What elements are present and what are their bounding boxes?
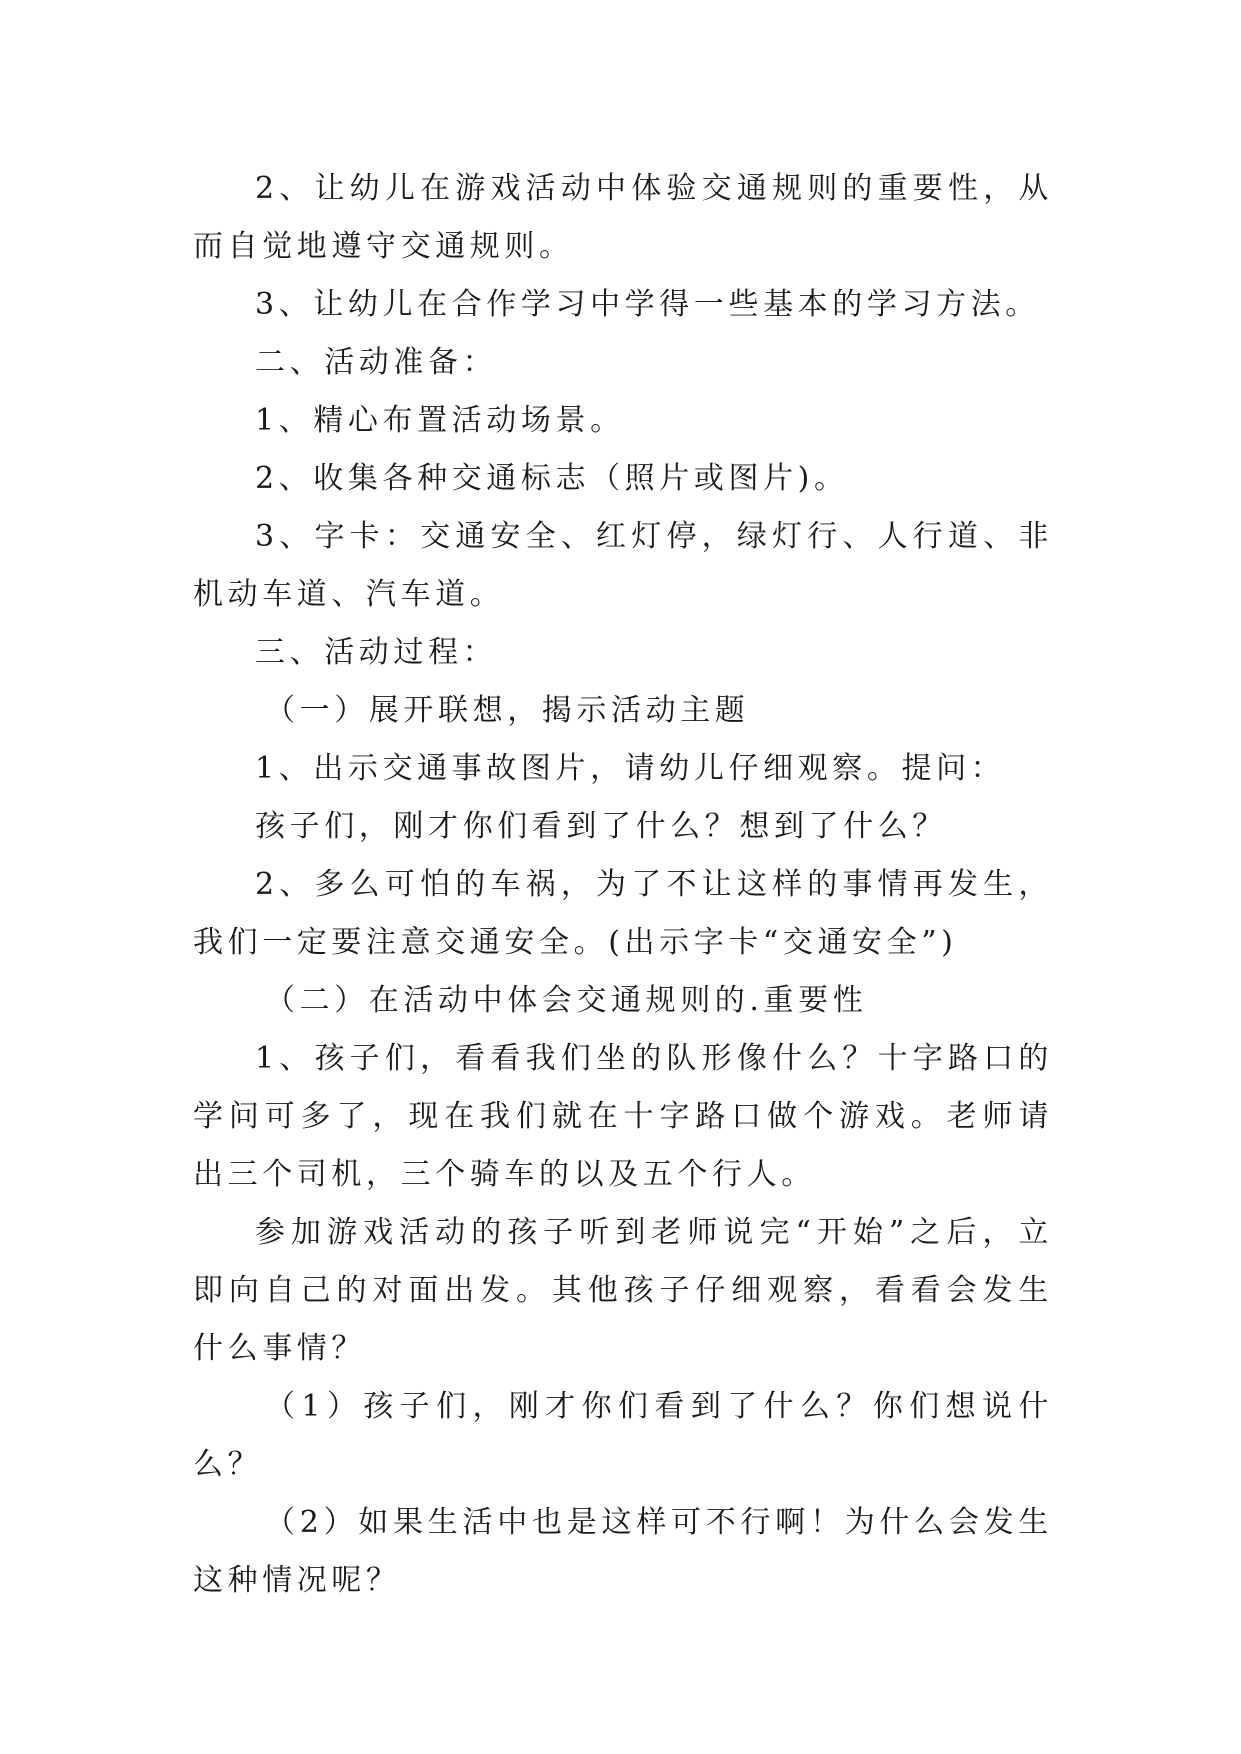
subheading-part-two: （二）在活动中体会交通规则的.重要性	[265, 983, 868, 1018]
paragraph-process-2: 2、多么可怕的车祸，为了不让这样的事情再发生，我们一定要注意交通安全。(出示字卡“交通安全”)	[193, 867, 1053, 960]
paragraph-question-1: （1）孩子们，刚才你们看到了什么？你们想说什么？	[193, 1389, 1053, 1482]
paragraph-prep-1: 1、精心布置活动场景。	[255, 403, 625, 438]
paragraph-goal-2: 2、让幼儿在游戏活动中体验交通规则的重要性，从而自觉地遵守交通规则。	[193, 171, 1053, 264]
paragraph-prep-2: 2、收集各种交通标志（照片或图片)。	[255, 461, 849, 496]
paragraph-prep-3: 3、字卡：交通安全、红灯停，绿灯行、人行道、非机动车道、汽车道。	[193, 519, 1053, 612]
paragraph-goal-3: 3、让幼儿在合作学习中学得一些基本的学习方法。	[255, 287, 1040, 322]
paragraph-game-rules: 参加游戏活动的孩子听到老师说完“开始”之后，立即向自己的对面出发。其他孩子仔细观察，看看会发生什么事情？	[193, 1215, 1053, 1366]
heading-activity-preparation: 二、活动准备：	[255, 345, 498, 380]
paragraph-question: 孩子们，刚才你们看到了什么？想到了什么？	[255, 809, 947, 844]
paragraph-question-2: （2）如果生活中也是这样可不行啊！为什么会发生这种情况呢？	[193, 1505, 1053, 1598]
document-body	[193, 160, 1053, 1610]
subheading-part-one: （一）展开联想，揭示活动主题	[265, 693, 750, 728]
heading-activity-process: 三、活动过程：	[255, 635, 498, 670]
paragraph-game-intro: 1、孩子们，看看我们坐的队形像什么？十字路口的学问可多了，现在我们就在十字路口做个游戏。老师请出三个司机，三个骑车的以及五个行人。	[193, 1041, 1053, 1192]
paragraph-process-1: 1、出示交通事故图片，请幼儿仔细观察。提问：	[255, 751, 1006, 786]
